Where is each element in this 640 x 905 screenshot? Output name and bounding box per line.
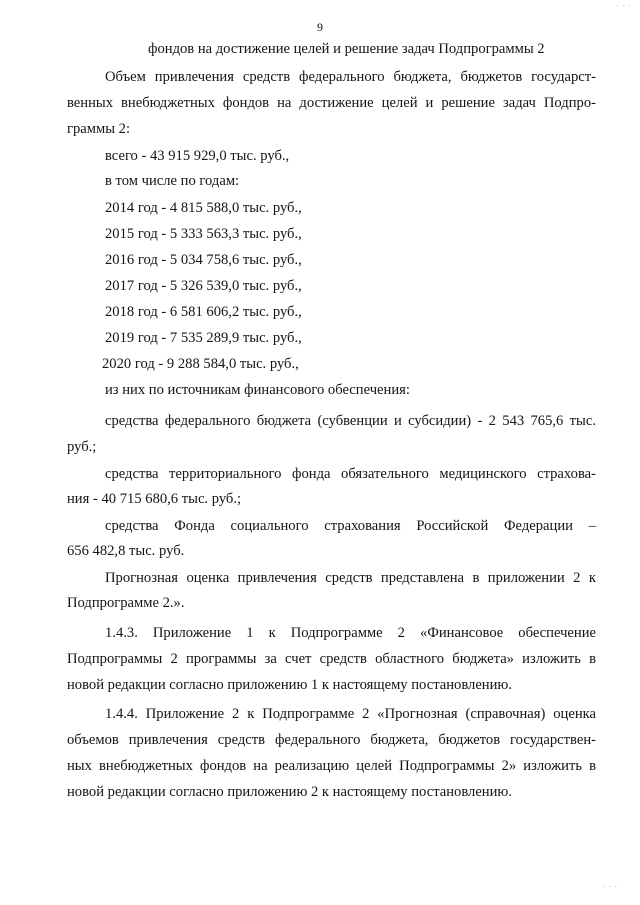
text-line: руб.; — [67, 439, 97, 455]
text-line: Прогнозная оценка привлечения средств представлена в приложении 2 к — [105, 570, 596, 586]
text-line: 2018 год - 6 581 606,2 тыс. руб., — [105, 304, 302, 320]
text-line: 2015 год - 5 333 563,3 тыс. руб., — [105, 226, 302, 242]
text-line: средства территориального фонда обязательного медицинского страхова- — [105, 466, 596, 482]
text-line: 2016 год - 5 034 758,6 тыс. руб., — [105, 252, 302, 268]
text-line: 656 482,8 тыс. руб. — [67, 543, 185, 559]
text-line: Подпрограммы 2 программы за счет средств областного бюджета» изложить в — [67, 651, 596, 667]
text-line: 2017 год - 5 326 539,0 тыс. руб., — [105, 278, 302, 294]
text-line: 2014 год - 4 815 588,0 тыс. руб., — [105, 200, 302, 216]
text-line: ния - 40 715 680,6 тыс. руб.; — [67, 491, 242, 507]
page-number: 9 — [317, 20, 323, 34]
text-line: средства федерального бюджета (субвенции и субсидии) - 2 543 765,6 тыс. — [105, 413, 596, 429]
text-line: всего - 43 915 929,0 тыс. руб., — [105, 148, 290, 164]
text-line: венных внебюджетных фондов на достижение целей и решение задач Подпро- — [67, 95, 596, 111]
text-line: Объем привлечения средств федерального бюджета, бюджетов государст- — [105, 69, 596, 85]
text-line: ных внебюджетных фондов на реализацию целей Подпрограммы 2» изложить в — [67, 758, 596, 774]
text-line: Подпрограмме 2.». — [67, 595, 185, 611]
text-line: средства Фонда социального страхования Российской Федерации – — [105, 518, 596, 534]
text-line: 2020 год - 9 288 584,0 тыс. руб., — [102, 356, 299, 372]
text-line: в том числе по годам: — [105, 173, 240, 189]
text-line: из них по источникам финансового обеспечения: — [105, 382, 410, 398]
text-line: граммы 2: — [67, 121, 131, 137]
text-line: 1.4.4. Приложение 2 к Подпрограмме 2 «Прогнозная (справочная) оценка — [105, 706, 596, 722]
text-line: фондов на достижение целей и решение задач Подпрограммы 2 — [148, 41, 545, 57]
text-line: новой редакции согласно приложению 2 к настоящему постановлению. — [67, 784, 512, 800]
text-line: 2019 год - 7 535 289,9 тыс. руб., — [105, 330, 302, 346]
text-line: 1.4.3. Приложение 1 к Подпрограмме 2 «Финансовое обеспечение — [105, 625, 596, 641]
scan-mark-top: · · · — [616, 2, 632, 10]
scan-mark-bottom: · · · — [602, 883, 618, 891]
text-line: объемов привлечения средств федерального бюджета, бюджетов государствен- — [67, 732, 596, 748]
text-line: новой редакции согласно приложению 1 к настоящему постановлению. — [67, 677, 512, 693]
